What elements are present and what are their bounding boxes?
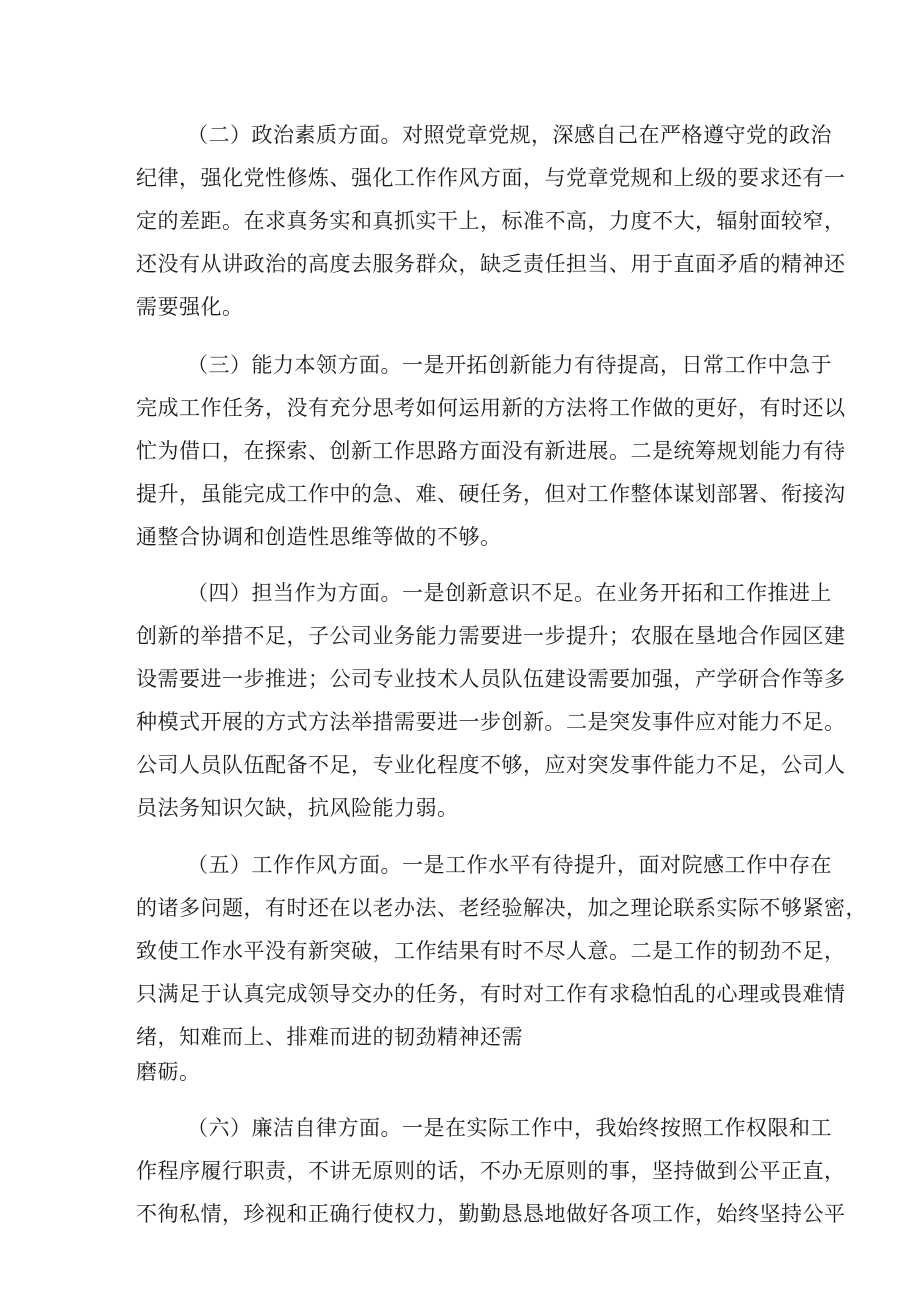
text-line: 磨砺。 — [136, 1060, 201, 1084]
text-line: 绪，知难而上、排难而进的韧劲精神还需 — [136, 1025, 523, 1049]
text-line: 公司人员队伍配备不足，专业化程度不够，应对突发事件能力不足，公司人 — [136, 753, 846, 777]
text-line: （四）担当作为方面。一是创新意识不足。在业务开拓和工作推进上 — [187, 581, 832, 605]
text-line: （六）廉洁自律方面。一是在实际工作中，我始终按照工作权限和工 — [187, 1116, 832, 1140]
text-line: 的诸多问题，有时还在以老办法、老经验解决，加之理论联系实际不够紧密， — [136, 896, 867, 920]
text-line: 完成工作任务，没有充分思考如何运用新的方法将工作做的更好，有时还以 — [136, 396, 846, 420]
text-line: 定的差距。在求真务实和真抓实干上，标准不高，力度不大，辐射面较窄， — [136, 209, 846, 233]
text-line: （三）能力本领方面。一是开拓创新能力有待提高，日常工作中急于 — [187, 353, 832, 377]
text-line: 忙为借口，在探索、创新工作思路方面没有新进展。二是统筹规划能力有待 — [136, 439, 846, 463]
text-line: 创新的举措不足，子公司业务能力需要进一步提升；农服在垦地合作园区建 — [136, 624, 846, 648]
text-line: 通整合协调和创造性思维等做的不够。 — [136, 525, 502, 549]
text-line: （二）政治素质方面。对照党章党规，深感自己在严格遵守党的政治 — [187, 123, 832, 147]
text-line: 提升，虽能完成工作中的急、难、硬任务，但对工作整体谋划部署、衔接沟 — [136, 482, 846, 506]
text-line: 设需要进一步推进；公司专业技术人员队伍建设需要加强，产学研合作等多 — [136, 667, 846, 691]
text-line: 种模式开展的方式方法举措需要进一步创新。二是突发事件应对能力不足。 — [136, 710, 846, 734]
text-line: （五）工作作风方面。一是工作水平有待提升，面对院感工作中存在 — [187, 853, 832, 877]
text-line: 致使工作水平没有新突破，工作结果有时不尽人意。二是工作的韧劲不足， — [136, 939, 846, 963]
text-line: 需要强化。 — [136, 295, 244, 319]
text-line: 员法务知识欠缺，抗风险能力弱。 — [136, 796, 459, 820]
text-line: 纪律，强化党性修炼、强化工作作风方面，与党章党规和上级的要求还有一 — [136, 166, 846, 190]
text-line: 不徇私情，珍视和正确行使权力，勤勤恳恳地做好各项工作，始终坚持公平 — [136, 1202, 846, 1226]
text-line: 只满足于认真完成领导交办的任务，有时对工作有求稳怕乱的心理或畏难情 — [136, 982, 846, 1006]
text-line: 作程序履行职责，不讲无原则的话，不办无原则的事，坚持做到公平正直， — [136, 1159, 846, 1183]
text-line: 还没有从讲政治的高度去服务群众，缺乏责任担当、用于直面矛盾的精神还 — [136, 252, 846, 276]
